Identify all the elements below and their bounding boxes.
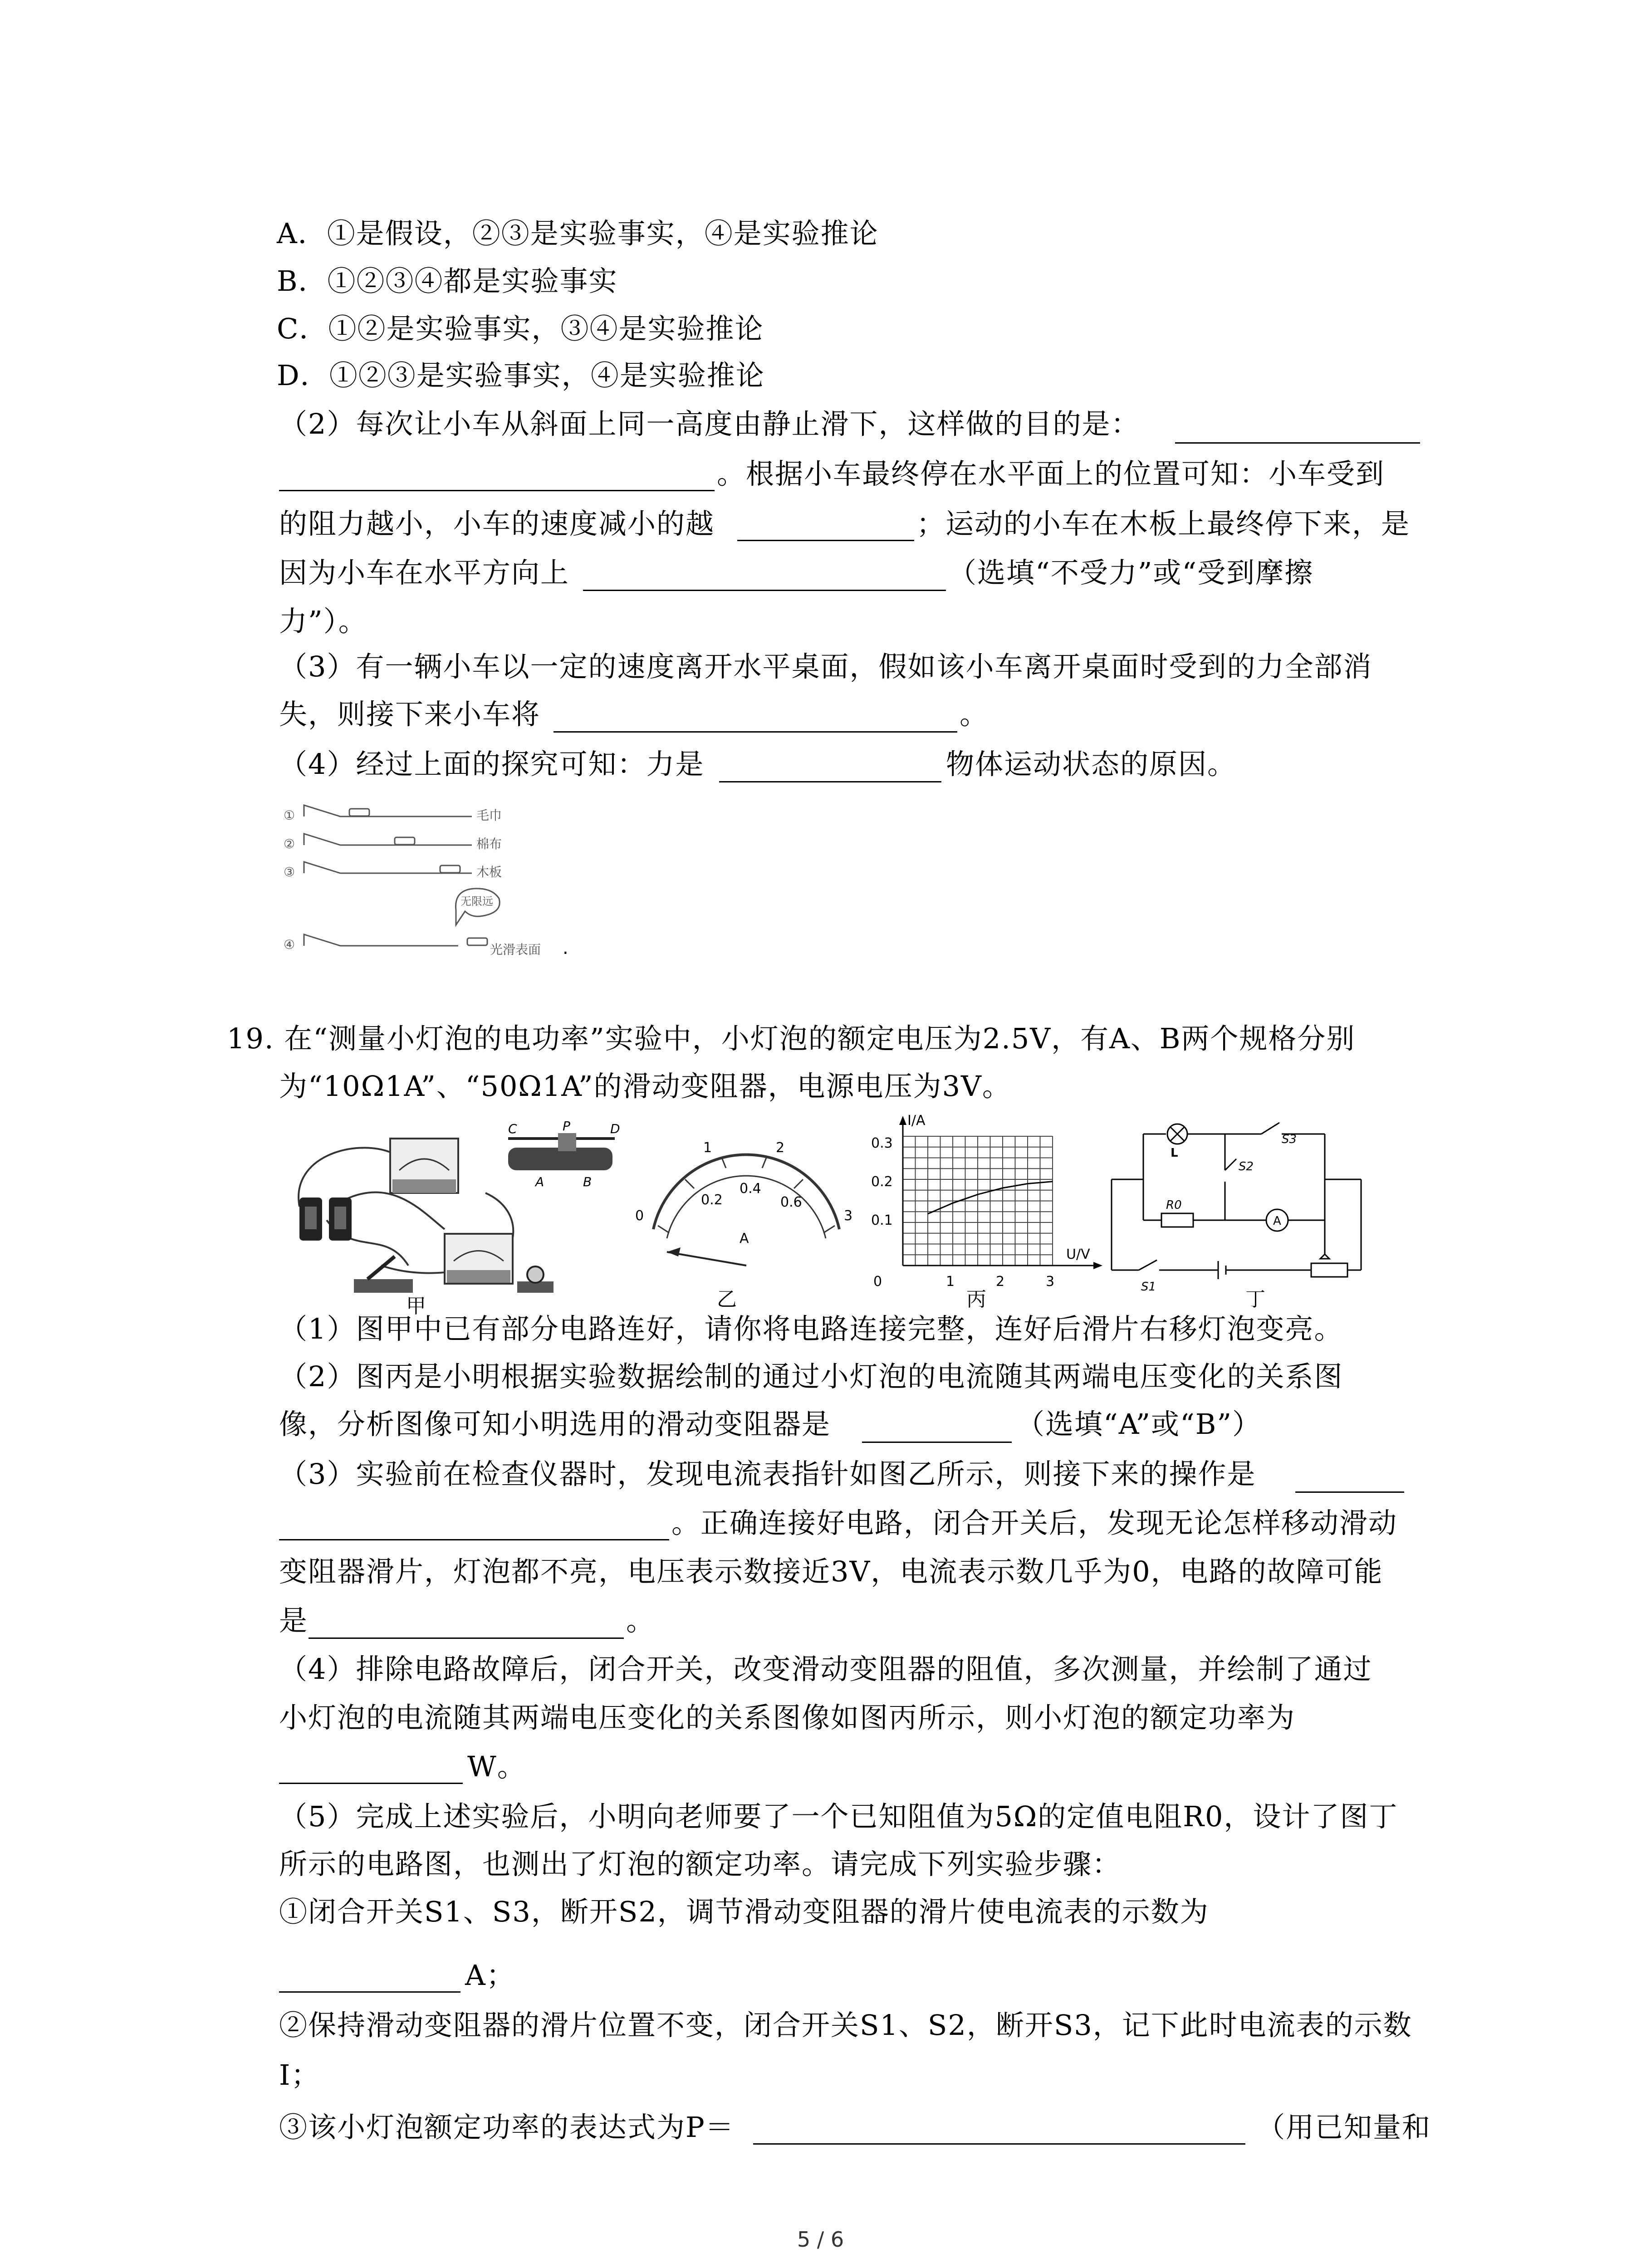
q18-part3-line2a: 失，则接下来小车将 (279, 698, 541, 731)
circuit-label-s2: S2 (1239, 1160, 1254, 1173)
q19-part3-line2: 。正确连接好电路，闭合开关后，发现无论怎样移动滑动 (671, 1506, 1398, 1540)
circuit-label-lamp: L (1171, 1146, 1178, 1160)
q19-step2: ②保持滑动变阻器的滑片位置不变，闭合开关S1、S2，断开S3，记下此时电流表的示数 (279, 2009, 1412, 2042)
graph-xlabel: U/V (1066, 1246, 1090, 1262)
rheostat-figure (499, 1120, 631, 1198)
page-number: 5 / 6 (797, 2227, 844, 2252)
graph-grid (903, 1136, 1053, 1266)
meter-tick-inner: 0.6 (780, 1194, 802, 1210)
meter-tick-inner: 0.2 (701, 1192, 723, 1208)
figure-label: 乙 (717, 1288, 737, 1311)
figure-bing (853, 1111, 1107, 1293)
q19-part2-line2b: （选填“A”或“B”） (1016, 1408, 1262, 1441)
surface-label: 棉布 (476, 836, 502, 851)
q19-part2-line2a: 像，分析图像可知小明选用的滑动变阻器是 (279, 1408, 831, 1441)
q19-part5-line2: 所示的电路图，也测出了灯泡的额定功率。请完成下列实验步骤： (279, 1848, 1122, 1881)
q19-part4-line2: 小灯泡的电流随其两端电压变化的关系图像如图丙所示，则小灯泡的额定功率为 (279, 1701, 1296, 1734)
row-label: ④ (284, 937, 295, 952)
q19-part3-line1: （3）实验前在检查仪器时，发现电流表指针如图乙所示，则接下来的操作是 (279, 1457, 1256, 1491)
circuit-label-s3: S3 (1282, 1133, 1297, 1146)
surface-label: 毛巾 (476, 808, 502, 823)
q19-step1-unit: A； (465, 1959, 515, 1992)
q18-part4-line1b: 物体运动状态的原因。 (946, 748, 1237, 781)
incline-figure (277, 792, 622, 964)
x-tick-label: 3 (1046, 1274, 1055, 1290)
figure-dot: . (563, 938, 568, 958)
bubble-text: 无限远 (460, 895, 493, 908)
option-c: C．①②是实验事实，③④是实验推论 (277, 312, 764, 345)
answer-blank (583, 590, 946, 591)
q19-part3-line4a: 是 (279, 1604, 309, 1637)
option-d: D．①②③是实验事实，④是实验推论 (277, 359, 765, 392)
circuit-label-s1: S1 (1141, 1280, 1156, 1294)
option-b: B．①②③④都是实验事实 (277, 264, 618, 298)
q18-part2-line3b: ；运动的小车在木板上最终停下来，是 (916, 507, 1411, 540)
rheostat-letter: C (508, 1121, 517, 1136)
answer-blank (753, 2143, 1245, 2145)
figure-yi (631, 1120, 857, 1275)
q19-part3-line4b: 。 (626, 1604, 656, 1637)
answer-blank (279, 1991, 460, 1993)
answer-blank (309, 1637, 624, 1639)
figure-label: 丁 (1245, 1288, 1265, 1311)
rheostat-letter: A (535, 1174, 544, 1189)
row-label: ① (284, 808, 295, 823)
meter-unit: A (740, 1231, 749, 1246)
meter-tick: 1 (703, 1140, 712, 1156)
answer-blank (279, 490, 715, 491)
y-tick-label: 0.2 (871, 1174, 893, 1190)
x-tick-label: 2 (996, 1274, 1005, 1290)
q19-step1: ①闭合开关S1、S3，断开S2，调节滑动变阻器的滑片使电流表的示数为 (279, 1895, 1209, 1928)
q18-part2-line1: （2）每次让小车从斜面上同一高度由静止滑下，这样做的目的是： (279, 407, 1140, 440)
answer-blank (1175, 442, 1420, 444)
q19-intro-line1: 19. 在“测量小灯泡的电功率”实验中，小灯泡的额定电压为2.5V，有A、B两个规格分别 (227, 1022, 1356, 1055)
answer-blank (279, 1539, 669, 1540)
q19-step2-i: I； (279, 2058, 320, 2092)
figure-label: 丙 (966, 1288, 986, 1311)
meter-tick-inner: 0.4 (740, 1181, 761, 1197)
answer-blank (554, 731, 957, 733)
row-label: ③ (284, 865, 295, 880)
row-label: ② (284, 836, 295, 851)
figure-label: 甲 (406, 1295, 426, 1318)
y-tick-label: 0.1 (871, 1212, 893, 1228)
surface-label: 光滑表面 (490, 942, 541, 957)
q19-part2-line1: （2）图丙是小明根据实验数据绘制的通过小灯泡的电流随其两端电压变化的关系图 (279, 1360, 1343, 1393)
answer-blank (737, 540, 914, 541)
q19-step3b: （用已知量和 (1257, 2111, 1431, 2144)
q19-part1: （1）图甲中已有部分电路连好，请你将电路连接完整，连好后滑片右移灯泡变亮。 (279, 1312, 1343, 1345)
answer-blank (862, 1442, 1012, 1443)
x-tick-label: 0 (873, 1274, 882, 1290)
x-tick-label: 1 (946, 1274, 955, 1290)
figure-ding (1107, 1116, 1379, 1297)
q18-part3-line1: （3）有一辆小车以一定的速度离开水平桌面，假如该小车离开桌面时受到的力全部消 (279, 650, 1372, 683)
rheostat-letter: P (563, 1120, 570, 1134)
graph-ylabel: I/A (907, 1113, 926, 1129)
rheostat-letter: D (610, 1121, 620, 1136)
q18-part2-line4a: 因为小车在水平方向上 (279, 556, 570, 589)
q19-part4-line1: （4）排除电路故障后，闭合开关，改变滑动变阻器的阻值，多次测量，并绘制了通过 (279, 1652, 1372, 1686)
q18-part4-line1a: （4）经过上面的探究可知：力是 (279, 748, 705, 781)
q18-part2-line4b: （选填“不受力”或“受到摩擦 (948, 556, 1314, 589)
q19-step3a: ③该小灯泡额定功率的表达式为P＝ (279, 2111, 735, 2144)
q19-part5-line1: （5）完成上述实验后，小明向老师要了一个已知阻值为5Ω的定值电阻R0，设计了图丁 (279, 1800, 1398, 1833)
surface-label: 木板 (476, 865, 502, 880)
y-tick-label: 0.3 (871, 1135, 893, 1151)
q19-part4-line3: W。 (467, 1750, 526, 1783)
meter-tick: 2 (776, 1140, 785, 1156)
q18-part2-line2: 。根据小车最终停在水平面上的位置可知：小车受到 (717, 457, 1385, 490)
circuit-label-r0: R0 (1166, 1198, 1182, 1212)
q18-part2-line3a: 的阻力越小，小车的速度减小的越 (279, 507, 715, 540)
q19-part3-line3: 变阻器滑片，灯泡都不亮，电压表示数接近3V，电流表示数几乎为0，电路的故障可能 (279, 1555, 1383, 1588)
circuit-label-ammeter: A (1273, 1214, 1281, 1228)
rheostat-letter: B (583, 1174, 592, 1189)
option-a: A．①是假设，②③是实验事实，④是实验推论 (277, 217, 879, 250)
answer-blank (279, 1783, 463, 1784)
meter-tick: 3 (844, 1208, 853, 1224)
meter-tick: 0 (635, 1208, 644, 1224)
q19-intro-line2: 为“10Ω1A”、“50Ω1A”的滑动变阻器，电源电压为3V。 (279, 1070, 1011, 1103)
q18-part2-line5: 力”）。 (279, 605, 367, 638)
q18-part3-line2b: 。 (960, 698, 989, 731)
answer-blank (1295, 1491, 1404, 1493)
answer-blank (719, 781, 941, 782)
